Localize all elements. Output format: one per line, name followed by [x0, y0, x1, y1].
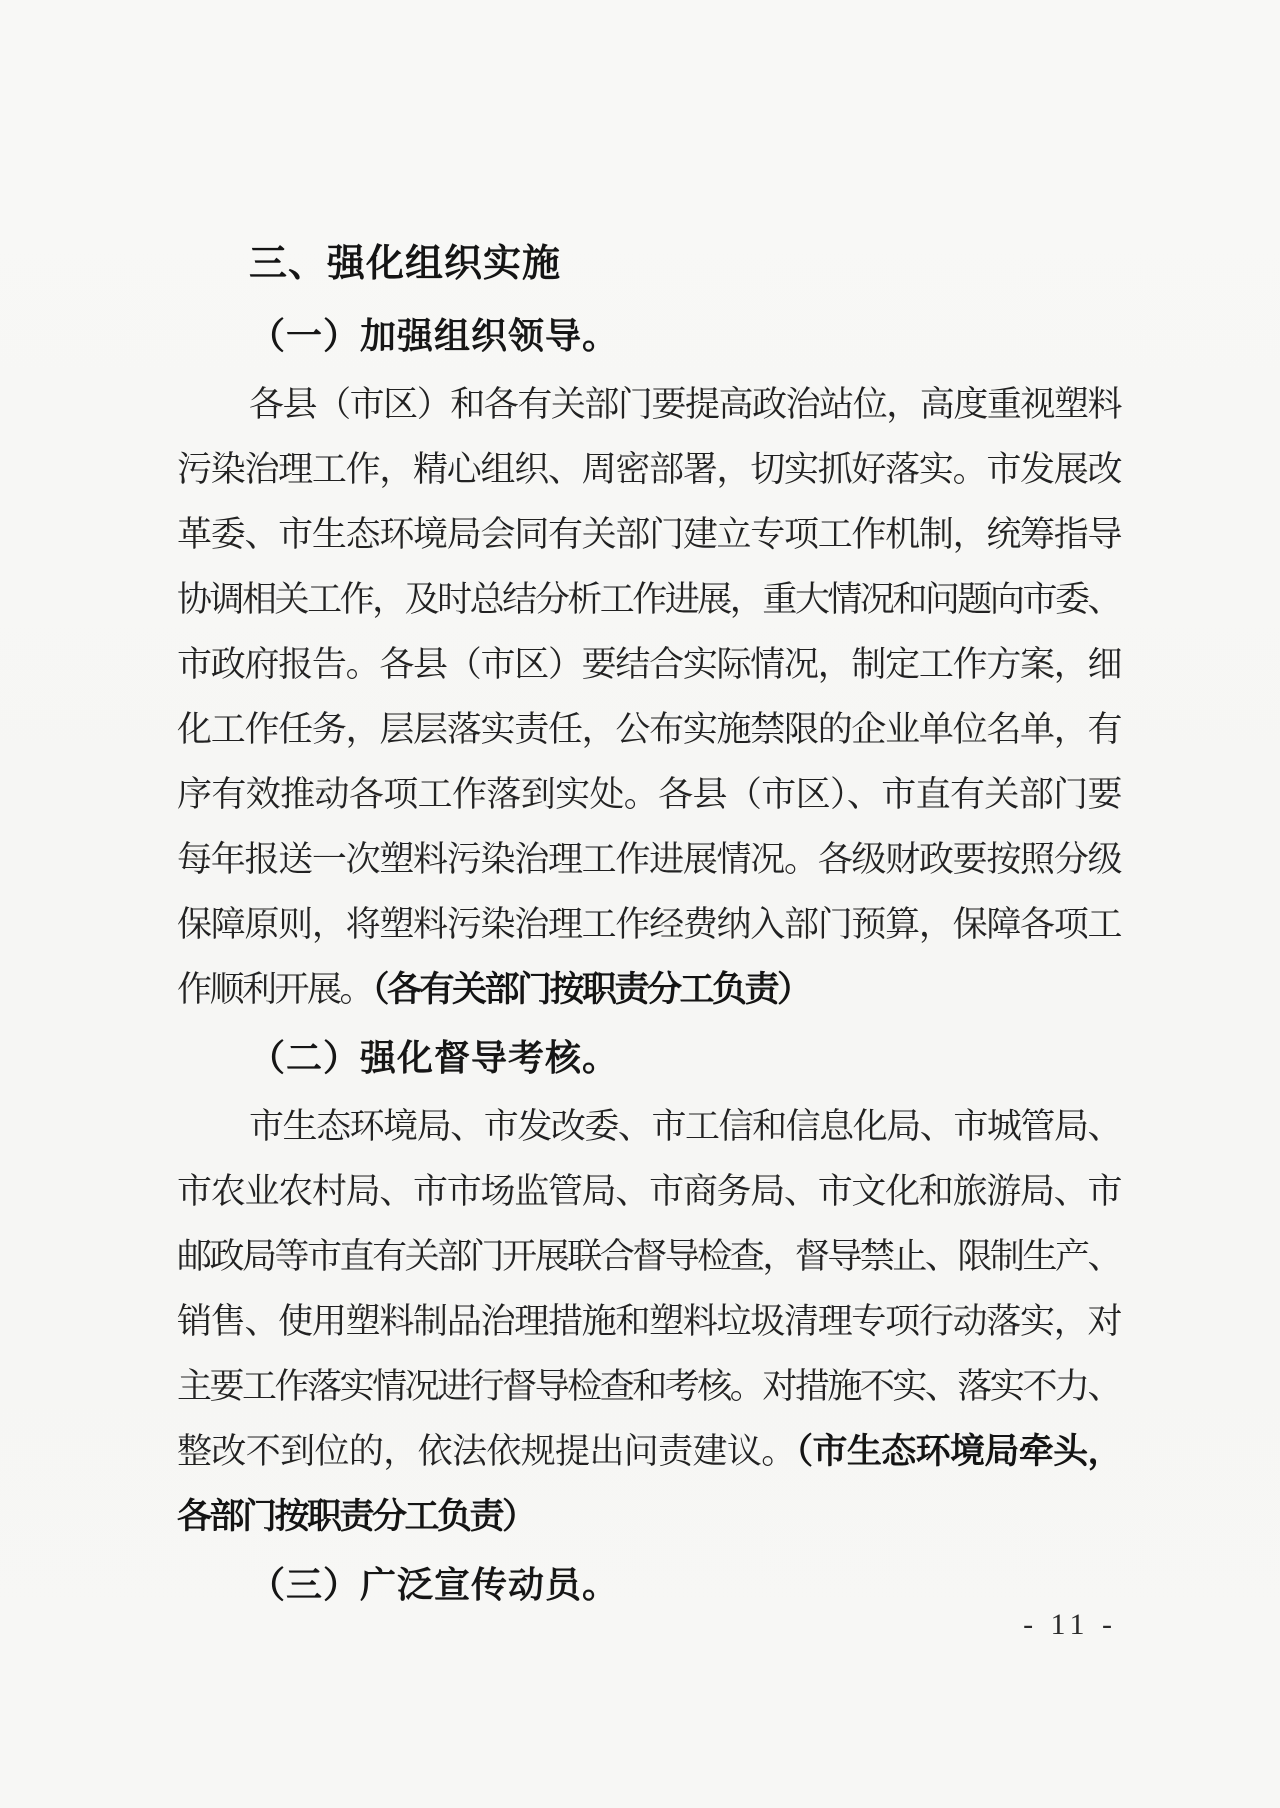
body-line [177, 437, 1120, 502]
body-line-text: 革委、市生态环境局会同有关部门建立专项工作机制，统筹指导 [177, 515, 1120, 554]
body-line [177, 697, 1120, 762]
body-line [177, 1484, 1120, 1549]
body-line [177, 632, 1120, 697]
body-line-text: 市生态环境局、市发改委、市工信和信息化局、市城管局、 [249, 1107, 1120, 1146]
body-line [177, 372, 1120, 437]
body-line [177, 1289, 1120, 1354]
body-line [177, 502, 1120, 567]
subsection-title-1: （一）加强组织领导。 [249, 316, 620, 356]
body-line-bold-text: （各有关部门按职责分工负责） [372, 970, 810, 1009]
body-line [177, 1094, 1120, 1159]
body-line-text: 保障原则，将塑料污染治理工作经费纳入部门预算，保障各项工 [177, 905, 1120, 944]
body-line [177, 1419, 1120, 1484]
body-line-text: 污染治理工作，精心组织、周密部署，切实抓好落实。市发展改 [177, 450, 1120, 489]
body-line-text: 销售、使用塑料制品治理措施和塑料垃圾清理专项行动落实，对 [177, 1302, 1120, 1341]
body-line-text: 化工作任务，层层落实责任，公布实施禁限的企业单位名单，有 [177, 710, 1120, 749]
body-line-text: 各县（市区）和各有关部门要提高政治站位，高度重视塑料 [249, 385, 1120, 424]
body-line [177, 762, 1120, 827]
body-line [177, 892, 1120, 957]
section-heading: 三、强化组织实施 [249, 243, 562, 285]
body-line-text: 协调相关工作，及时总结分析工作进展，重大情况和问题向市委、 [177, 580, 1120, 619]
body-line-text: 主要工作落实情况进行督导检查和考核。对措施不实、落实不力、 [177, 1367, 1120, 1406]
body-line-text: 市农业农村局、市市场监管局、市商务局、市文化和旅游局、市 [177, 1172, 1120, 1211]
body-line [177, 1354, 1120, 1419]
body-line [177, 567, 1120, 632]
body-line [177, 827, 1120, 892]
body-line-text: 每年报送一次塑料污染治理工作进展情况。各级财政要按照分级 [177, 840, 1120, 879]
body-line-text: 作顺利开展。 [177, 970, 373, 1009]
body-line-text: 市政府报告。各县（市区）要结合实际情况，制定工作方案，细 [177, 645, 1120, 684]
document-body [177, 228, 1120, 1621]
body-line [177, 1159, 1120, 1224]
body-line-text: 整改不到位的，依法依规提出问责建议。 [177, 1432, 796, 1471]
body-line [177, 1224, 1120, 1289]
subsection-title-3: （三）广泛宣传动员。 [249, 1565, 620, 1605]
body-line-bold-text: 各部门按职责分工负责） [177, 1497, 535, 1536]
body-line-bold-text: （市生态环境局牵头， [795, 1432, 1120, 1471]
body-line-text: 邮政局等市直有关部门开展联合督导检查，督导禁止、限制生产、 [177, 1237, 1120, 1276]
subsection-title-2: （二）强化督导考核。 [249, 1038, 620, 1078]
page-number: - 11 - [1023, 1608, 1117, 1641]
body-line [177, 957, 1120, 1022]
body-line-text: 序有效推动各项工作落到实处。各县（市区）、市直有关部门要 [177, 775, 1120, 814]
